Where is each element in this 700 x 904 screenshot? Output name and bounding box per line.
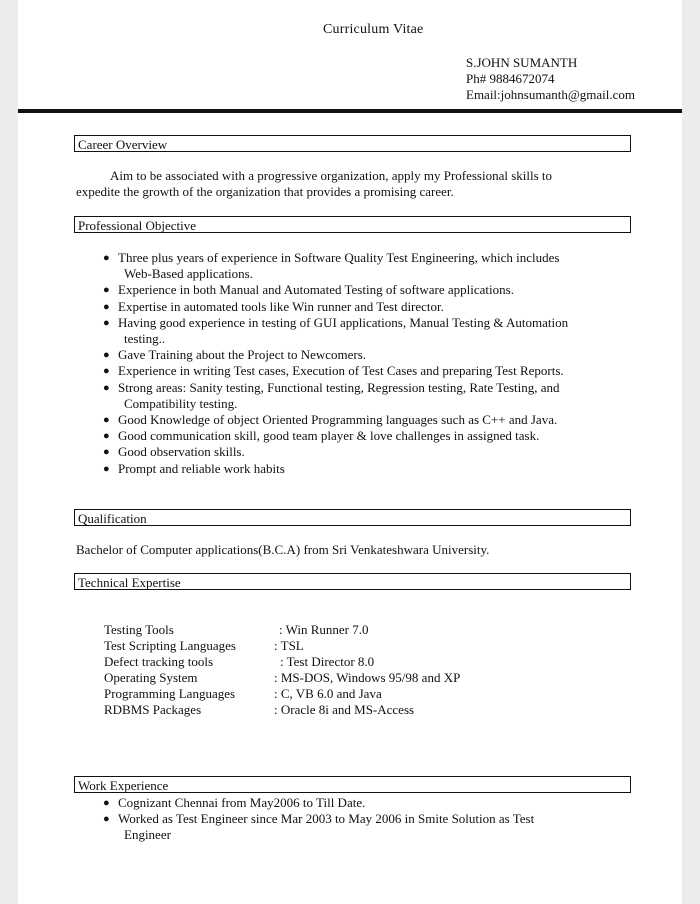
career-overview-line-2: expedite the growth of the organization that provides a promising career. [76,184,454,199]
list-item-text: Expertise in automated tools like Win runner and Test director. [118,298,444,314]
tech-value: : Win Runner 7.0 [279,622,369,637]
list-item-text: Worked as Test Engineer since Mar 2003 to May 2006 in Smite Solution as Test [118,811,535,827]
bullet-icon: ● [103,365,110,378]
list-item [100,250,640,282]
list-item-text: Prompt and reliable work habits [118,460,285,476]
list-item [100,380,640,412]
section-heading-qualification: Qualification [74,509,631,526]
bullet-icon: ● [103,813,110,826]
tech-value: : C, VB 6.0 and Java [274,686,382,701]
bullet-icon: ● [103,797,110,809]
list-item [100,795,640,811]
tech-value: : TSL [274,638,304,653]
contact-block [466,55,635,103]
email-address: Email:johnsumanth@gmail.com [466,87,636,102]
bullet-icon: ● [103,349,110,362]
tech-label: Defect tracking tools [104,654,214,669]
list-item-text: Strong areas: Sanity testing, Functional testing, Regression testing, Rate Testing, and [118,379,560,395]
list-item-text: Good communication skill, good team player & love challenges in assigned task. [118,428,540,444]
section-heading-technical-expertise: Technical Expertise [74,573,631,590]
bullet-icon: ● [103,381,110,394]
tech-value: : MS-DOS, Windows 95/98 and XP [274,670,461,685]
objective-list [100,250,640,477]
list-item-text-continued: Engineer [124,827,171,843]
section-heading-career-overview: Career Overview [74,135,631,152]
tech-value: : Oracle 8i and MS-Access [274,702,415,717]
resume-page [18,0,682,904]
tech-label: RDBMS Packages [104,702,202,717]
header-divider [18,109,682,113]
tech-value: : Test Director 8.0 [280,654,375,669]
list-item [100,315,640,347]
list-item [100,811,640,843]
tech-label: Programming Languages [104,686,236,701]
phone-number: Ph# 9884672074 [466,71,555,86]
bullet-icon: ● [103,252,110,264]
list-item [100,363,640,379]
list-item [100,299,640,315]
list-item-text: Experience in both Manual and Automated Testing of software applications. [118,282,514,298]
document-title: Curriculum Vitae [323,22,424,37]
section-heading-work-experience: Work Experience [74,776,631,793]
list-item-text: Three plus years of experience in Software Quality Test Engineering, which includes [118,250,560,265]
list-item [100,428,640,444]
bullet-icon: ● [103,446,110,459]
list-item-text: Good observation skills. [118,444,245,460]
qualification-text: Bachelor of Computer applications(B.C.A) from Sri Venkateshwara University. [76,542,490,557]
list-item-text: Good Knowledge of object Oriented Programming languages such as C++ and Java. [118,412,558,428]
bullet-icon: ● [103,414,110,427]
list-item-text-continued: testing.. [124,331,166,347]
bullet-icon: ● [103,316,110,329]
list-item-text: Cognizant Chennai from May2006 to Till Date. [118,795,366,810]
section-heading-professional-objective: Professional Objective [74,216,631,233]
bullet-icon: ● [103,300,110,313]
career-overview-line-1: Aim to be associated with a progressive organization, apply my Professional skills to [110,168,553,183]
list-item [100,282,640,298]
list-item-text: Gave Training about the Project to Newcomers. [118,347,367,363]
candidate-name: S.JOHN SUMANTH [466,55,578,70]
tech-label: Test Scripting Languages [104,638,236,653]
tech-label: Operating System [104,670,198,685]
list-item-text-continued: Web-Based applications. [124,266,253,282]
tech-label: Testing Tools [104,622,174,637]
bullet-icon: ● [103,430,110,443]
list-item-text: Experience in writing Test cases, Execution of Test Cases and preparing Test Reports. [118,363,564,379]
bullet-icon: ● [103,462,110,475]
list-item [100,412,640,428]
list-item-text: Having good experience in testing of GUI applications, Manual Testing & Automation [118,314,569,330]
list-item [100,444,640,460]
work-experience-list [100,795,640,844]
list-item-text-continued: Compatibility testing. [124,395,238,411]
list-item [100,347,640,363]
bullet-icon: ● [103,284,110,297]
list-item [100,461,640,477]
